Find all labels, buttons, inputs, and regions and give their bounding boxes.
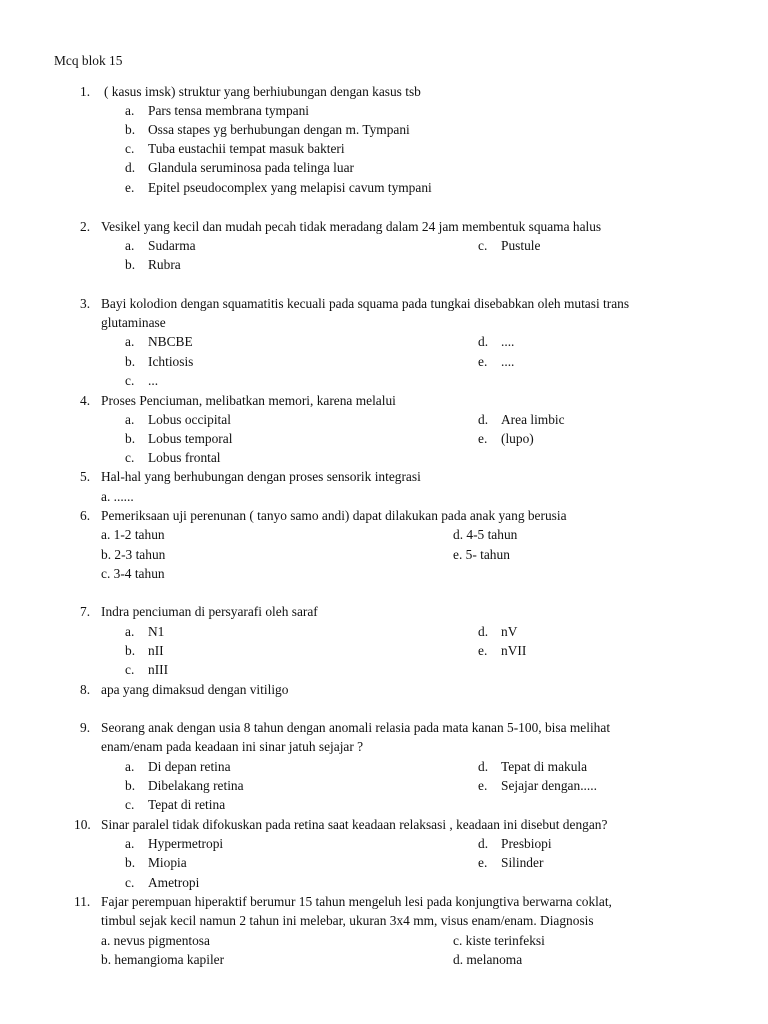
- q10-text: Sinar paralel tidak difokuskan pada retina saat keadaan relaksasi , keadaan ini disebut dengan?: [101, 817, 608, 832]
- q9-number: 9.: [80, 720, 91, 735]
- q10-number: 10.: [74, 817, 91, 832]
- q9-option-d-label: d.: [478, 759, 489, 774]
- q3-option-c-label: c.: [125, 373, 135, 388]
- q9-option-e: Sejajar dengan.....: [501, 778, 597, 793]
- q1-option-c: Tuba eustachii tempat masuk bakteri: [148, 141, 345, 156]
- q11-text-line2: timbul sejak kecil namun 2 tahun ini melebar, ukuran 3x4 mm, visus enam/enam. Diagnosis: [101, 913, 594, 928]
- q11-option-c: c. kiste terinfeksi: [453, 933, 545, 948]
- q1-option-a-label: a.: [125, 103, 135, 118]
- q6-number: 6.: [80, 508, 91, 523]
- q7-option-b: nII: [148, 643, 164, 658]
- q2-option-b: Rubra: [148, 257, 181, 272]
- q4-option-c: Lobus frontal: [148, 450, 221, 465]
- q5-option-a: a. ......: [101, 489, 134, 504]
- q6-text: Pemeriksaan uji perenunan ( tanyo samo andi) dapat dilakukan pada anak yang berusia: [101, 508, 567, 523]
- q3-number: 3.: [80, 296, 91, 311]
- q1-option-b: Ossa stapes yg berhubungan dengan m. Tympani: [148, 122, 410, 137]
- q7-option-e: nVII: [501, 643, 527, 658]
- q2-option-a-label: a.: [125, 238, 135, 253]
- q1-option-e: Epitel pseudocomplex yang melapisi cavum tympani: [148, 180, 432, 195]
- q3-option-e-label: e.: [478, 354, 488, 369]
- q9-option-b-label: b.: [125, 778, 136, 793]
- q5-text: Hal-hal yang berhubungan dengan proses sensorik integrasi: [101, 469, 421, 484]
- q9-option-b: Dibelakang retina: [148, 778, 244, 793]
- q3-option-d: ....: [501, 334, 515, 349]
- q3-text-line1: Bayi kolodion dengan squamatitis kecuali pada squama pada tungkai disebabkan oleh mutasi trans: [101, 296, 630, 311]
- q9-text-line1: Seorang anak dengan usia 8 tahun dengan anomali relasia pada mata kanan 5-100, bisa melihat: [101, 720, 611, 735]
- q2-option-c: Pustule: [501, 238, 541, 253]
- q3-text-line2: glutaminase: [101, 315, 166, 330]
- q9-option-d: Tepat di makula: [501, 759, 588, 774]
- q7-option-d-label: d.: [478, 624, 489, 639]
- q9-option-c-label: c.: [125, 797, 135, 812]
- q1-option-e-label: e.: [125, 180, 135, 195]
- q1-text: ( kasus imsk) struktur yang berhiubungan dengan kasus tsb: [104, 84, 421, 99]
- q2-option-b-label: b.: [125, 257, 136, 272]
- q9-option-a: Di depan retina: [148, 759, 231, 774]
- q4-option-d-label: d.: [478, 412, 489, 427]
- q10-option-b-label: b.: [125, 855, 136, 870]
- q4-option-d: Area limbic: [501, 412, 565, 427]
- q10-option-e: Silinder: [501, 855, 544, 870]
- q11-text-line1: Fajar perempuan hiperaktif berumur 15 tahun mengeluh lesi pada konjungtiva berwarna coklat,: [101, 894, 612, 909]
- q9-option-c: Tepat di retina: [148, 797, 226, 812]
- q7-option-a-label: a.: [125, 624, 135, 639]
- q10-option-a-label: a.: [125, 836, 135, 851]
- q4-option-a-label: a.: [125, 412, 135, 427]
- q3-option-a: NBCBE: [148, 334, 193, 349]
- q2-text: Vesikel yang kecil dan mudah pecah tidak meradang dalam 24 jam membentuk squama halus: [101, 219, 602, 234]
- q4-text: Proses Penciuman, melibatkan memori, karena melalui: [101, 393, 396, 408]
- q7-option-a: N1: [148, 624, 165, 639]
- q3-option-a-label: a.: [125, 334, 135, 349]
- q2-number: 2.: [80, 219, 91, 234]
- q7-option-d: nV: [501, 624, 518, 639]
- q7-text: Indra penciuman di persyarafi oleh saraf: [101, 604, 318, 619]
- q10-option-d-label: d.: [478, 836, 489, 851]
- q4-option-a: Lobus occipital: [148, 412, 231, 427]
- q4-option-e-label: e.: [478, 431, 488, 446]
- q7-option-e-label: e.: [478, 643, 488, 658]
- q11-option-a: a. nevus pigmentosa: [101, 933, 210, 948]
- q10-option-a: Hypermetropi: [148, 836, 224, 851]
- q2-option-a: Sudarma: [148, 238, 196, 253]
- q3-option-e: ....: [501, 354, 515, 369]
- q6-option-b: b. 2-3 tahun: [101, 547, 166, 562]
- q10-option-b: Miopia: [148, 855, 187, 870]
- q1-option-d: Glandula seruminosa pada telinga luar: [148, 160, 354, 175]
- q6-option-e: e. 5- tahun: [453, 547, 510, 562]
- q10-option-c-label: c.: [125, 875, 135, 890]
- q4-option-b-label: b.: [125, 431, 136, 446]
- q1-option-d-label: d.: [125, 160, 136, 175]
- q9-option-e-label: e.: [478, 778, 488, 793]
- q3-option-d-label: d.: [478, 334, 489, 349]
- q6-option-d: d. 4-5 tahun: [453, 527, 518, 542]
- q11-option-b: b. hemangioma kapiler: [101, 952, 225, 967]
- q9-text-line2: enam/enam pada keadaan ini sinar jatuh sejajar ?: [101, 739, 364, 754]
- q7-number: 7.: [80, 604, 91, 619]
- q1-option-a: Pars tensa membrana tympani: [148, 103, 310, 118]
- q1-option-c-label: c.: [125, 141, 135, 156]
- document-title: Mcq blok 15: [54, 53, 123, 68]
- q1-option-b-label: b.: [125, 122, 136, 137]
- q10-option-d: Presbiopi: [501, 836, 552, 851]
- q4-option-c-label: c.: [125, 450, 135, 465]
- q11-option-d: d. melanoma: [453, 952, 523, 967]
- q6-option-a: a. 1-2 tahun: [101, 527, 165, 542]
- q11-number: 11.: [74, 894, 91, 909]
- q8-text: apa yang dimaksud dengan vitiligo: [101, 682, 289, 697]
- q3-option-b: Ichtiosis: [148, 354, 194, 369]
- q2-option-c-label: c.: [478, 238, 488, 253]
- q10-option-c: Ametropi: [148, 875, 200, 890]
- q4-option-b: Lobus temporal: [148, 431, 233, 446]
- q7-option-c: nIII: [148, 662, 169, 677]
- q4-option-e: (lupo): [501, 431, 534, 446]
- q5-number: 5.: [80, 469, 91, 484]
- q4-number: 4.: [80, 393, 91, 408]
- q6-option-c: c. 3-4 tahun: [101, 566, 165, 581]
- q7-option-c-label: c.: [125, 662, 135, 677]
- q9-option-a-label: a.: [125, 759, 135, 774]
- q7-option-b-label: b.: [125, 643, 136, 658]
- q3-option-b-label: b.: [125, 354, 136, 369]
- q3-option-c: ...: [148, 373, 159, 388]
- q1-number: 1.: [80, 84, 91, 99]
- q10-option-e-label: e.: [478, 855, 488, 870]
- q8-number: 8.: [80, 682, 91, 697]
